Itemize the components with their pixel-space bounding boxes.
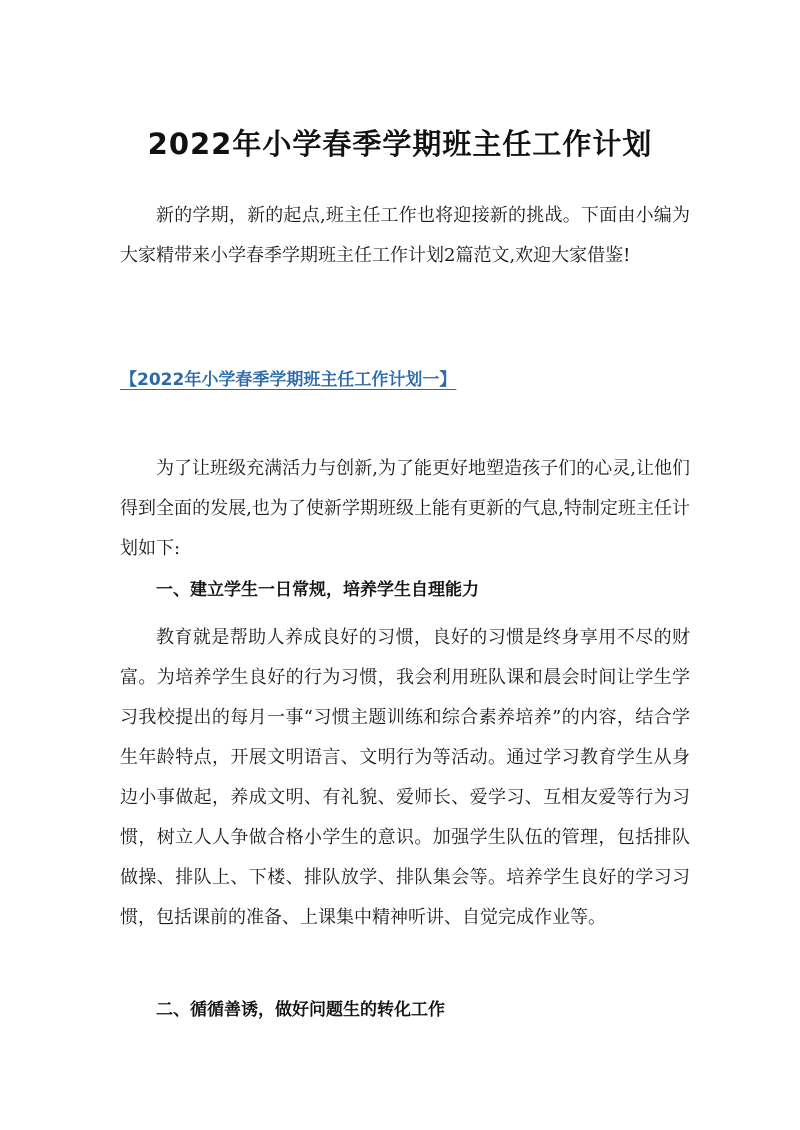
body-paragraph-2: 教育就是帮助人养成良好的习惯，良好的习惯是终身享用不尽的财富。为培养学生良好的行为习惯，我会利用班队课和晨会时间让学生学习我校提出的每月一事“习惯主题训练和综合素养培养”的内容，结合学生年龄特点，开展文明语言、文明行为等活动。通过学习教育学生从身边小事做起，养成文明、有礼貌、爱师长、爱学习、互相友爱等行为习惯，树立人人争做合格小学生的意识。加强学生队伍的管理，包括排队做操、排队上、下楼、排队放学、排队集会等。培养学生良好的学习习惯，包括课前的准备、上课集中精神听讲、自觉完成作业等。 (120, 627, 690, 928)
intro-paragraph: 新的学期，新的起点,班主任工作也将迎接新的挑战。下面由小编为大家精带来小学春季学期班主任工作计划2篇范文,欢迎大家借鉴! (120, 205, 690, 266)
document-title: 2022年小学春季学期班主任工作计划 (147, 127, 653, 161)
section-heading-1: 一、建立学生一日常规，培养学生自理能力 (156, 580, 479, 600)
section-heading-2: 二、循循善诱，做好问题生的转化工作 (156, 1000, 445, 1020)
section-title-link[interactable]: 【2022年小学春季学期班主任工作计划一】 (120, 370, 457, 390)
body-paragraph-1: 为了让班级充满活力与创新,为了能更好地塑造孩子们的心灵,让他们得到全面的发展,也为了使新学期班级上能有更新的气息,特制定班主任计划如下: (120, 458, 690, 559)
